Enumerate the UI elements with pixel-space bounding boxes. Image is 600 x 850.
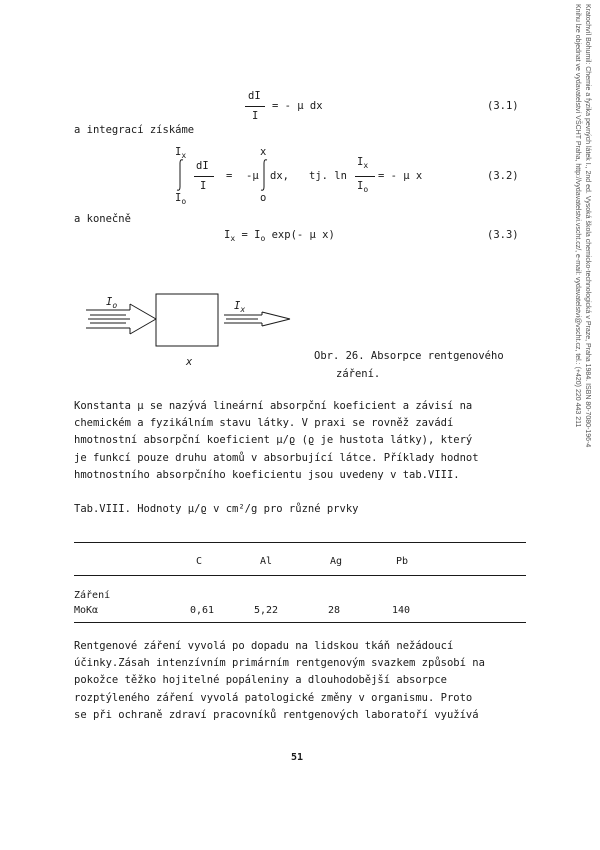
eq2-label: (3.2) — [487, 170, 519, 182]
figure-caption-line1: Obr. 26. Absorpce rentgenového — [314, 350, 504, 362]
eq1-numerator: dI — [248, 90, 261, 102]
eq3-content: $I_x = I_o$ exp(- μ x) — [224, 229, 335, 244]
table-section-label: Záření — [74, 590, 111, 601]
paragraph-line: účinky.Zásah intenzívním primárním rentgenovým svazkem způsobí na — [74, 657, 485, 670]
citation-line-1: Kratochvíl Bohumil: Chemie a fyzika pevných látek I., 2nd ed. Vysoká škola chemicko-technologická v Praze, Praha 1984. ISBN 80-7080-196-4 — [584, 4, 591, 448]
paragraph-line: hmotnostní absorpční koeficient μ/ϱ (ϱ je hustota látky), který — [74, 434, 473, 447]
citation-sidebar — [566, 4, 592, 564]
eq1-denominator: I — [252, 110, 259, 122]
eq2-rhs: = - μ x — [378, 170, 423, 182]
table-cell: 5,22 — [254, 605, 279, 616]
figure-caption-line2: záření. — [336, 368, 381, 380]
eq2-tj-ln: tj. ln — [309, 170, 347, 182]
absorption-diagram — [86, 290, 296, 360]
paragraph-1 — [74, 398, 526, 484]
transmitted-beam-arrow — [224, 312, 290, 326]
integral-sign-2 — [260, 158, 270, 192]
table-cell: 140 — [392, 605, 411, 616]
paragraph-line: Konstanta μ se nazývá lineární absorpční koeficient a závisí na — [74, 400, 473, 412]
eq2-fraction-bar — [194, 176, 214, 177]
citation-line-2: Knihu lze objednat ve vydavatelství VŠCHT Praha, http://vydavatelstvi.vscht.cz/, e-mail: vydavatelstvi@vscht.cz, tel.: (+420) 220 443 211 — [574, 4, 581, 428]
figure-label-transmitted: $I_x$ — [234, 300, 246, 315]
eq1-label: (3.1) — [487, 100, 519, 112]
paragraph-line: se při ochraně zdraví pracovníků rentgenových laboratoří využívá — [74, 708, 479, 721]
eq2-frac2-numerator: $I_x$ — [357, 156, 369, 171]
integral2-lower: o — [260, 192, 267, 204]
text-finally: a konečně — [74, 213, 131, 225]
eq2-frac2-denominator: $I_o$ — [357, 180, 369, 195]
integral1-lower: $I_o$ — [175, 192, 187, 207]
figure-label-incident: $I_o$ — [106, 296, 118, 311]
integral1-upper: $I_x$ — [175, 146, 187, 161]
table-bottom-rule — [74, 622, 526, 623]
paragraph-line: rozptýleného záření vyvolá patologické změny v organismu. Proto — [74, 691, 473, 704]
eq1-rhs: = - μ dx — [272, 100, 323, 112]
paragraph-line: chemickém a fyzikálním stavu látky. V praxi se rovněž zavádí — [74, 417, 454, 430]
integral-sign-1 — [176, 158, 186, 192]
eq2-frac-numerator: dI — [196, 160, 209, 172]
paragraph-line: Rentgenové záření vyvolá po dopadu na lidskou tkáň nežádoucí — [74, 640, 454, 652]
absorber-block — [156, 294, 218, 346]
paragraph-line: hmotnostního absorpčního koeficientu jsou uvedeny v tab.VIII. — [74, 468, 460, 481]
paragraph-2 — [74, 638, 526, 724]
page-number: 51 — [291, 752, 304, 763]
table-row-label: MoKα — [74, 605, 99, 616]
incident-beam-arrow — [86, 304, 156, 334]
text-integration: a integrací získáme — [74, 124, 195, 136]
table-header-rule — [74, 575, 526, 576]
table-header-cell: C — [196, 556, 203, 567]
eq2-frac-denominator: I — [200, 180, 207, 192]
eq2-dx: dx, — [270, 170, 289, 182]
table-cell: 28 — [328, 605, 341, 616]
integral2-upper: x — [260, 146, 267, 158]
paragraph-line: pokožce těžko hojitelné popáleniny a dlouhodobější absorpce — [74, 674, 447, 687]
eq2-equals: = — [226, 170, 233, 182]
table-header-cell: Ag — [330, 556, 343, 567]
eq2-fraction2-bar — [355, 176, 375, 177]
eq2-minus-mu: -μ — [246, 170, 259, 182]
table-header-cell: Pb — [396, 556, 409, 567]
eq1-fraction-bar — [245, 106, 265, 107]
table-cell: 0,61 — [190, 605, 215, 616]
figure-label-thickness: x — [186, 356, 193, 368]
table-caption: Tab.VIII. Hodnoty μ/ϱ v cm²/g pro různé prvky — [74, 503, 359, 515]
eq3-label: (3.3) — [487, 229, 519, 241]
paragraph-line: je funkcí pouze druhu atomů v absorbující látce. Příklady hodnot — [74, 451, 479, 464]
table-header-cell: Al — [260, 556, 273, 567]
table-top-rule — [74, 542, 526, 543]
